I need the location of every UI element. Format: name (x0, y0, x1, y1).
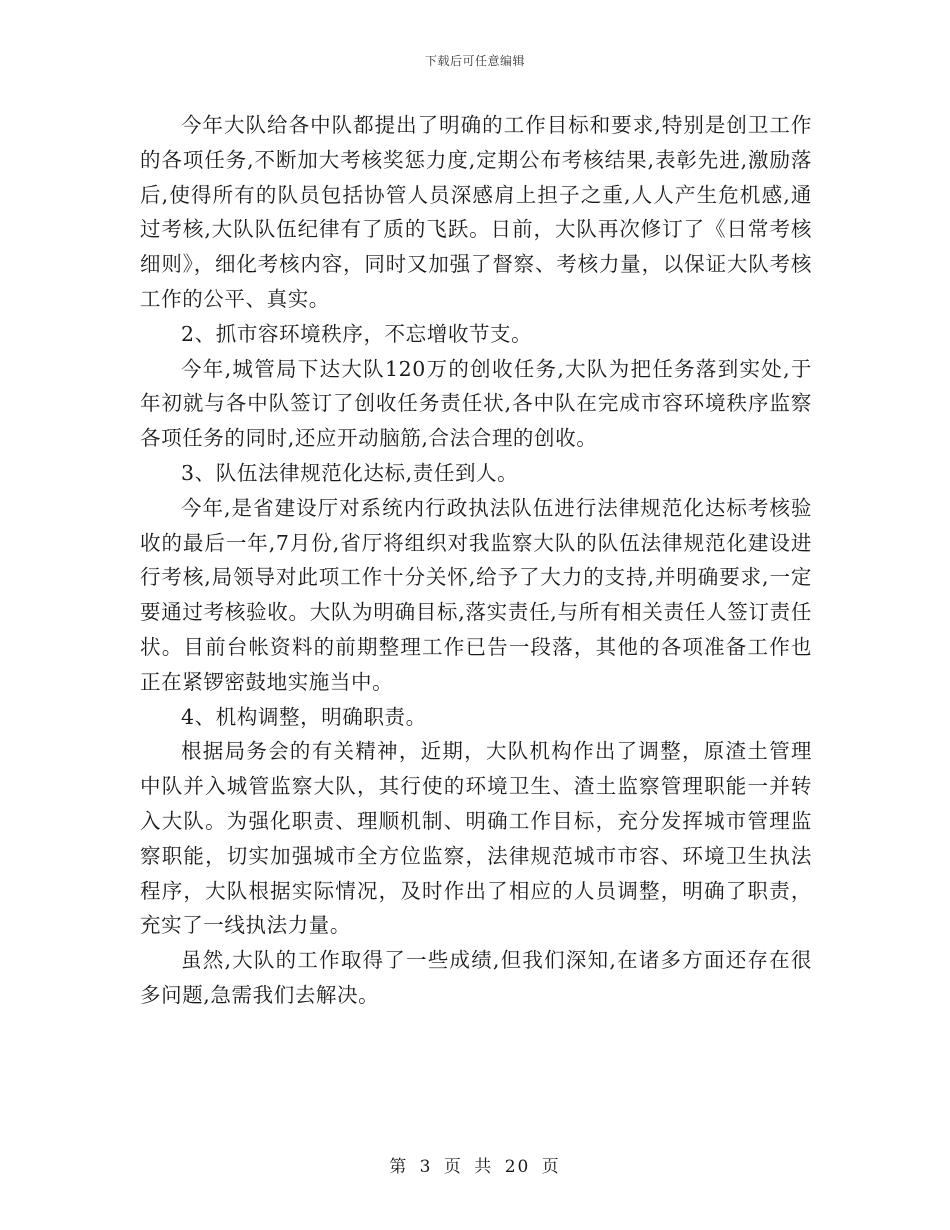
footer-total-prefix: 共 (474, 1157, 494, 1177)
footer-prefix: 第 (389, 1157, 409, 1177)
paragraph-legal-standardization: 今年,是省建设厅对系统内行政执法队伍进行法律规范化达标考核验收的最后一年,7月份,省厅将组织对我监察大队的队伍法律规范化建设进行考核,局领导对此项工作十分关怀,给予了大力的支持,并明确要求,一定要通过考核验收。大队为明确目标,落实责任,与所有相关责任人签订责任状。目前台帐资料的前期整理工作已告一段落，其他的各项准备工作也正在紧锣密鼓地实施当中。 (140, 495, 812, 694)
section-heading-3: 3、队伍法律规范化达标,责任到人。 (181, 460, 519, 485)
paragraph-conclusion: 虽然,大队的工作取得了一些成绩,但我们深知,在诸多方面还存在很多问题,急需我们去解决。 (140, 948, 812, 1007)
total-page-count: 20 (504, 1157, 531, 1177)
document-body (140, 108, 812, 1013)
footer-total-unit: 页 (541, 1157, 561, 1177)
page-header-note: 下载后可任意编辑 (424, 54, 525, 68)
paragraph-revenue-task: 今年,城管局下达大队120万的创收任务,大队为把任务落到实处,于年初就与各中队签订了创收任务责任状,各中队在完成市容环境秩序监察各项任务的同时,还应开动脑筋,合法合理的创收。 (140, 356, 812, 451)
section-heading-4: 4、机构调整，明确职责。 (181, 704, 427, 729)
current-page-number: 3 (419, 1157, 433, 1177)
page-number-footer (0, 1152, 950, 1177)
paragraph-restructuring: 根据局务会的有关精神，近期，大队机构作出了调整，原渣土管理中队并入城管监察大队，其行使的环境卫生、渣土监察管理职能一并转入大队。为强化职责、理顺机制、明确工作目标，充分发挥城市管理监察职能，切实加强城市全方位监察，法律规范城市市容、环境卫生执法程序，大队根据实际情况，及时作出了相应的人员调整，明确了职责，充实了一线执法力量。 (140, 739, 812, 938)
section-heading-2: 2、抓市容环境秩序，不忘增收节支。 (181, 321, 533, 346)
footer-page-unit: 页 (443, 1157, 463, 1177)
paragraph-assessment: 今年大队给各中队都提出了明确的工作目标和要求,特别是创卫工作的各项任务,不断加大考核奖惩力度,定期公布考核结果,表彰先进,激励落后,使得所有的队员包括协管人员深感肩上担子之重,人人产生危机感,通过考核,大队队伍纪律有了质的飞跃。日前，大队再次修订了《日常考核细则》，细化考核内容，同时又加强了督察、考核力量，以保证大队考核工作的公平、真实。 (140, 113, 812, 311)
